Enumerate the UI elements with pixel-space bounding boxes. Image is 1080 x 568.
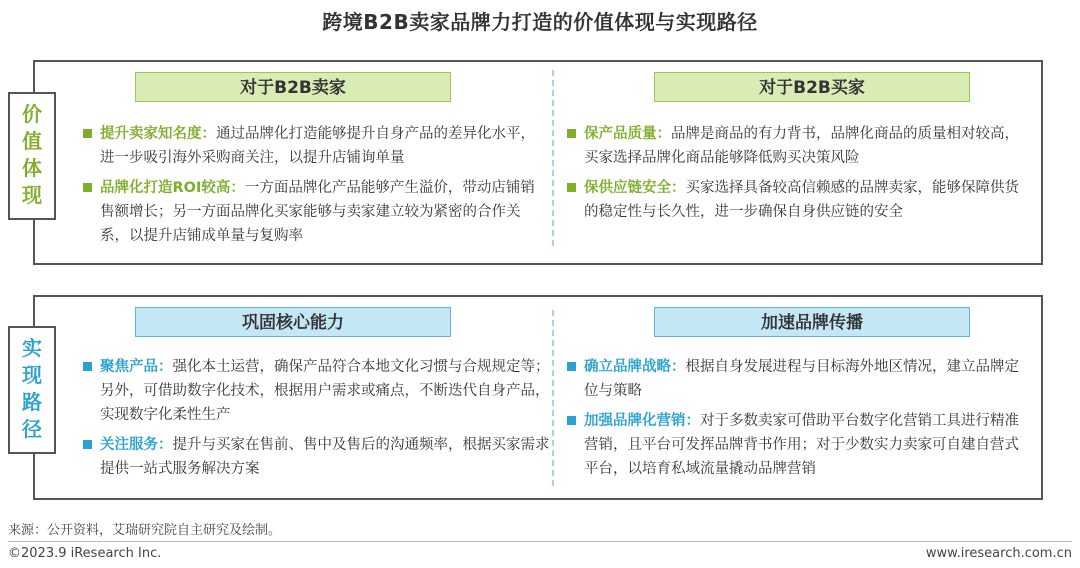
seller-header: 对于B2B卖家 — [135, 72, 451, 102]
list-item — [566, 409, 1028, 481]
item-text: 提升与买家在售前、售中及售后的沟通频率，根据买家需求提供一站式服务解决方案 — [100, 437, 550, 477]
side-label-char: 价 — [22, 102, 42, 126]
item-keyword: 提升卖家知名度： — [100, 126, 216, 142]
list-item — [566, 122, 1028, 170]
brand-spread-header: 加速品牌传播 — [654, 307, 970, 337]
core-capability-column — [82, 355, 552, 487]
side-label-char: 值 — [22, 129, 42, 153]
item-text: 买家选择具备较高信赖感的品牌卖家，能够保障供货的稳定性与长久性，进一步确保自身供应链的安全 — [584, 180, 1019, 220]
side-label-char: 实 — [22, 336, 42, 360]
website-link[interactable]: www.iresearch.com.cn — [925, 546, 1072, 561]
value-side-label — [8, 92, 56, 220]
page-title: 跨境B2B卖家品牌力打造的价值体现与实现路径 — [322, 10, 758, 34]
footer-divider — [8, 541, 1072, 542]
item-text: 品牌是商品的有力背书，品牌化商品的质量相对较高，买家选择品牌化商品能够降低购买决策风险 — [584, 126, 1019, 166]
path-divider — [552, 310, 554, 486]
item-text: 根据自身发展进程与目标海外地区情况，建立品牌定位与策略 — [584, 359, 1019, 399]
item-text: 强化本土运营，确保产品符合本地文化习惯与合规规定等；另外，可借助数字化技术，根据用户需求或痛点，不断迭代自身产品，实现数字化柔性生产 — [100, 359, 550, 423]
path-side-label — [8, 326, 56, 454]
list-item — [566, 176, 1028, 224]
list-item — [82, 433, 552, 481]
side-label-char: 路 — [22, 390, 42, 414]
item-text: 一方面品牌化产品能够产生溢价，带动店铺销售额增长；另一方面品牌化买家能够与卖家建立较为紧密的合作关系，以提升店铺成单量与复购率 — [100, 180, 535, 244]
list-item — [566, 355, 1028, 403]
square-bullet-icon — [83, 440, 92, 449]
value-divider — [552, 70, 554, 246]
item-keyword: 加强品牌化营销： — [584, 413, 700, 429]
square-bullet-icon — [567, 362, 576, 371]
item-keyword: 聚焦产品： — [100, 359, 173, 375]
seller-column — [82, 122, 544, 254]
square-bullet-icon — [567, 183, 576, 192]
side-label-char: 现 — [22, 183, 42, 207]
source-note: 来源：公开资料，艾瑞研究院自主研究及绘制。 — [8, 523, 282, 538]
copyright: ©2023.9 iResearch Inc. — [8, 546, 162, 561]
list-item — [82, 355, 552, 427]
square-bullet-icon — [83, 362, 92, 371]
item-text: 对于多数卖家可借助平台数字化营销工具进行精准营销，且平台可发挥品牌背书作用；对于少数实力卖家可自建自营式平台，以培育私域流量撬动品牌营销 — [584, 413, 1019, 477]
side-label-char: 现 — [22, 363, 42, 387]
square-bullet-icon — [567, 416, 576, 425]
square-bullet-icon — [83, 183, 92, 192]
list-item — [82, 176, 544, 248]
buyer-column — [566, 122, 1028, 230]
item-keyword: 保供应链安全： — [584, 180, 686, 196]
item-keyword: 保产品质量： — [584, 126, 671, 142]
list-item — [82, 122, 544, 170]
item-keyword: 品牌化打造ROI较高： — [100, 180, 245, 196]
square-bullet-icon — [567, 129, 576, 138]
side-label-char: 径 — [22, 417, 42, 441]
item-text: 通过品牌化打造能够提升自身产品的差异化水平，进一步吸引海外采购商关注，以提升店铺询单量 — [100, 126, 535, 166]
buyer-header: 对于B2B买家 — [654, 72, 970, 102]
brand-spread-column — [566, 355, 1028, 487]
square-bullet-icon — [83, 129, 92, 138]
side-label-char: 体 — [22, 156, 42, 180]
item-keyword: 确立品牌战略： — [584, 359, 686, 375]
core-capability-header: 巩固核心能力 — [135, 307, 451, 337]
item-keyword: 关注服务： — [100, 437, 173, 453]
